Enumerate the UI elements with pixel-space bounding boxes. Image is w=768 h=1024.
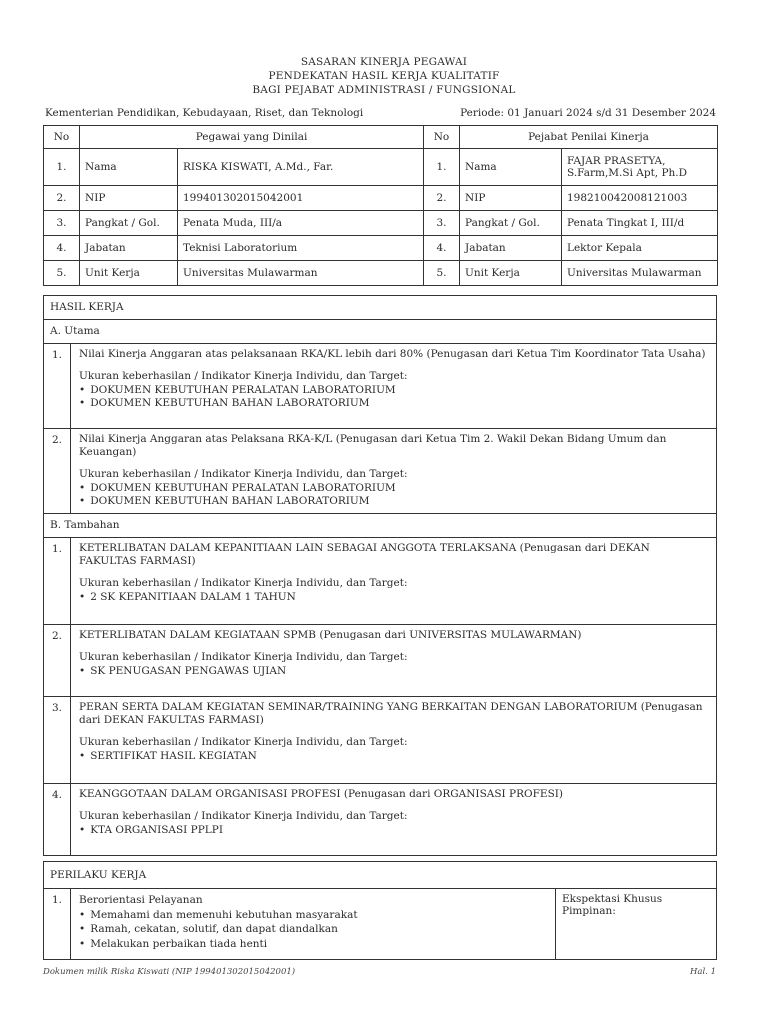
item-ukuran: Ukuran keberhasilan / Indikator Kinerja Individu, dan Target: bbox=[79, 736, 408, 748]
perilaku-item-1 bbox=[44, 889, 716, 959]
identity-row-unit bbox=[44, 261, 718, 286]
utama-item-1 bbox=[44, 344, 716, 429]
target-item: • DOKUMEN KEBUTUHAN BAHAN LABORATORIUM bbox=[79, 397, 710, 410]
row-label: Nama bbox=[80, 149, 178, 186]
item-ukuran: Ukuran keberhasilan / Indikator Kinerja Individu, dan Target: bbox=[79, 468, 408, 480]
row-no: 2. bbox=[44, 186, 80, 211]
row-no-2: 3. bbox=[424, 211, 460, 236]
perilaku-point: • Ramah, cekatan, solutif, dan dapat diandalkan bbox=[79, 922, 549, 937]
target-list bbox=[79, 665, 710, 678]
pejabat-pangkat: Penata Tingkat I, III/d bbox=[562, 211, 718, 236]
row-label-2: NIP bbox=[460, 186, 562, 211]
tambahan-title: B. Tambahan bbox=[44, 514, 716, 538]
header-subtitle: PENDEKATAN HASIL KERJA KUALITATIF bbox=[268, 70, 500, 82]
row-label: NIP bbox=[80, 186, 178, 211]
item-text: Nilai Kinerja Anggaran atas pelaksanaan RKA/KL lebih dari 80% (Penugasan dari Ketua Tim Koordinator Tata Usaha) bbox=[79, 348, 706, 360]
target-list bbox=[79, 824, 710, 837]
pejabat-nama: FAJAR PRASETYA, S.Farm,M.Si Apt, Ph.D bbox=[562, 149, 718, 186]
row-no-2: 5. bbox=[424, 261, 460, 286]
item-number: 1. bbox=[44, 538, 71, 624]
target-item: • SERTIFIKAT HASIL KEGIATAN bbox=[79, 750, 710, 763]
item-number: 3. bbox=[44, 697, 71, 783]
pejabat-unit: Universitas Mulawarman bbox=[562, 261, 718, 286]
pegawai-nip: 199401302015042001 bbox=[178, 186, 424, 211]
utama-item-2 bbox=[44, 429, 716, 514]
row-no-2: 1. bbox=[424, 149, 460, 186]
pejabat-jabatan: Lektor Kepala bbox=[562, 236, 718, 261]
pegawai-unit: Universitas Mulawarman bbox=[178, 261, 424, 286]
item-number: 1. bbox=[44, 889, 71, 959]
item-ukuran: Ukuran keberhasilan / Indikator Kinerja Individu, dan Target: bbox=[79, 810, 408, 822]
target-list bbox=[79, 591, 710, 604]
identity-table bbox=[43, 125, 718, 286]
footer-owner: Dokumen milik Riska Kiswati (NIP 199401302015042001) bbox=[43, 967, 296, 977]
item-number: 1. bbox=[44, 344, 71, 428]
header-subtitle-2: BAGI PEJABAT ADMINISTRASI / FUNGSIONAL bbox=[252, 84, 516, 96]
row-no: 3. bbox=[44, 211, 80, 236]
target-item: • DOKUMEN KEBUTUHAN PERALATAN LABORATORIUM bbox=[79, 482, 710, 495]
pegawai-jabatan: Teknisi Laboratorium bbox=[178, 236, 424, 261]
target-list bbox=[79, 750, 710, 763]
perilaku-points bbox=[79, 908, 549, 952]
pejabat-nip: 198210042008121003 bbox=[562, 186, 718, 211]
identity-row-nip bbox=[44, 186, 718, 211]
row-label-2: Jabatan bbox=[460, 236, 562, 261]
col-pejabat: Pejabat Penilai Kinerja bbox=[460, 126, 718, 149]
item-number: 2. bbox=[44, 625, 71, 696]
perilaku-point: • Memahami dan memenuhi kebutuhan masyarakat bbox=[79, 908, 549, 923]
item-text: Nilai Kinerja Anggaran atas Pelaksana RKA-K/L (Penugasan dari Ketua Tim 2. Wakil Dekan Bidang Umum dan Keuangan) bbox=[79, 433, 667, 458]
row-label-2: Nama bbox=[460, 149, 562, 186]
item-ukuran: Ukuran keberhasilan / Indikator Kinerja Individu, dan Target: bbox=[79, 651, 408, 663]
item-text: KETERLIBATAN DALAM KEPANITIAAN LAIN SEBAGAI ANGGOTA TERLAKSANA (Penugasan dari DEKAN FAKULTAS FARMASI) bbox=[79, 542, 650, 567]
pegawai-pangkat: Penata Muda, III/a bbox=[178, 211, 424, 236]
identity-row-nama bbox=[44, 149, 718, 186]
tambahan-item-1 bbox=[44, 538, 716, 625]
page-number: Hal. 1 bbox=[689, 967, 716, 977]
target-item: • 2 SK KEPANITIAAN DALAM 1 TAHUN bbox=[79, 591, 710, 604]
item-ukuran: Ukuran keberhasilan / Indikator Kinerja Individu, dan Target: bbox=[79, 370, 408, 382]
identity-row-jabatan bbox=[44, 236, 718, 261]
identity-header-row bbox=[44, 126, 718, 149]
tambahan-item-3 bbox=[44, 697, 716, 784]
row-no-2: 2. bbox=[424, 186, 460, 211]
row-no-2: 4. bbox=[424, 236, 460, 261]
item-number: 2. bbox=[44, 429, 71, 513]
pegawai-nama: RISKA KISWATI, A.Md., Far. bbox=[178, 149, 424, 186]
row-label-2: Pangkat / Gol. bbox=[460, 211, 562, 236]
tambahan-item-4 bbox=[44, 784, 716, 855]
row-label: Jabatan bbox=[80, 236, 178, 261]
row-label-2: Unit Kerja bbox=[460, 261, 562, 286]
item-ukuran: Ukuran keberhasilan / Indikator Kinerja Individu, dan Target: bbox=[79, 577, 408, 589]
target-list bbox=[79, 482, 710, 508]
item-text: KEANGGOTAAN DALAM ORGANISASI PROFESI (Penugasan dari ORGANISASI PROFESI) bbox=[79, 788, 564, 800]
item-number: 4. bbox=[44, 784, 71, 855]
row-label: Unit Kerja bbox=[80, 261, 178, 286]
target-item: • KTA ORGANISASI PPLPI bbox=[79, 824, 710, 837]
hasil-kerja-section bbox=[43, 295, 717, 856]
row-no: 5. bbox=[44, 261, 80, 286]
col-pegawai: Pegawai yang Dinilai bbox=[80, 126, 424, 149]
target-item: • DOKUMEN KEBUTUHAN PERALATAN LABORATORIUM bbox=[79, 384, 710, 397]
header-title: SASARAN KINERJA PEGAWAI bbox=[300, 56, 468, 68]
col-no: No bbox=[44, 126, 80, 149]
item-text: PERAN SERTA DALAM KEGIATAN SEMINAR/TRAINING YANG BERKAITAN DENGAN LABORATORIUM (Penugasan dari DEKAN FAKULTAS FARMASI) bbox=[79, 701, 703, 726]
periode: Periode: 01 Januari 2024 s/d 31 Desember 2024 bbox=[460, 107, 716, 119]
row-no: 1. bbox=[44, 149, 80, 186]
target-list bbox=[79, 384, 710, 410]
perilaku-title: Berorientasi Pelayanan bbox=[79, 894, 203, 906]
row-label: Pangkat / Gol. bbox=[80, 211, 178, 236]
col-no-2: No bbox=[424, 126, 460, 149]
document-header bbox=[0, 55, 768, 97]
perilaku-kerja-title: PERILAKU KERJA bbox=[44, 862, 716, 889]
perilaku-kerja-section bbox=[43, 861, 717, 960]
item-text: KETERLIBATAN DALAM KEGIATAAN SPMB (Penugasan dari UNIVERSITAS MULAWARMAN) bbox=[79, 629, 582, 641]
perilaku-point: • Melakukan perbaikan tiada henti bbox=[79, 937, 549, 952]
tambahan-item-2 bbox=[44, 625, 716, 697]
ekspektasi-khusus: Ekspektasi Khusus Pimpinan: bbox=[562, 893, 663, 917]
target-item: • SK PENUGASAN PENGAWAS UJIAN bbox=[79, 665, 710, 678]
target-item: • DOKUMEN KEBUTUHAN BAHAN LABORATORIUM bbox=[79, 495, 710, 508]
hasil-kerja-title: HASIL KERJA bbox=[44, 296, 716, 320]
instansi: Kementerian Pendidikan, Kebudayaan, Riset, dan Teknologi bbox=[45, 107, 364, 119]
row-no: 4. bbox=[44, 236, 80, 261]
identity-row-pangkat bbox=[44, 211, 718, 236]
utama-title: A. Utama bbox=[44, 320, 716, 344]
